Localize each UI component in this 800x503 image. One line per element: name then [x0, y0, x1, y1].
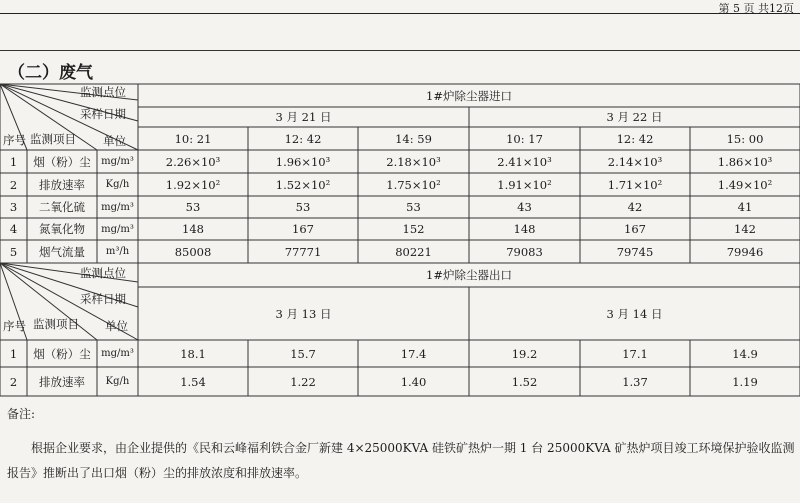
t2-corner-seq-label: 序号 — [3, 319, 26, 333]
table-row-item: 排放速率 — [39, 374, 85, 389]
table-row-unit: Kg/h — [105, 376, 130, 387]
table-cell-value: 85008 — [174, 244, 212, 259]
table-cell-value: 148 — [182, 222, 204, 236]
table-row-number: 1 — [9, 154, 18, 169]
table-cell-value: 79946 — [726, 244, 764, 259]
table-cell-value: 1.37 — [622, 374, 648, 389]
t2-location-header: 1#炉除尘器出口 — [426, 268, 512, 282]
table-row-item: 烟气流量 — [39, 244, 85, 259]
table-row-number: 4 — [9, 222, 18, 236]
table-cell-value: 53 — [406, 200, 421, 214]
t2-corner-unit-label: 单位 — [105, 319, 128, 333]
t2-date-header: 3 月 13 日 — [275, 306, 332, 321]
table-cell-value: 167 — [624, 222, 646, 236]
table-cell-value: 152 — [402, 222, 425, 236]
t1-location-header: 1#炉除尘器进口 — [426, 88, 512, 103]
table-cell-value: 53 — [295, 200, 311, 214]
table-cell-value: 79083 — [506, 244, 543, 259]
table-cell-value: 79745 — [616, 244, 654, 259]
table-cell-value: 1.92×10² — [165, 177, 221, 192]
section-title: （二）废气 — [8, 63, 93, 83]
table-row-item: 氮氧化物 — [39, 222, 85, 236]
t1-corner-seq-label: 序号 — [3, 133, 26, 147]
table-row-unit: mg/m³ — [101, 156, 134, 167]
page-number: 第 5 页 共12页 — [718, 2, 794, 15]
table-row-unit: m³/h — [105, 246, 130, 257]
table-cell-value: 17.1 — [622, 346, 648, 361]
table-cell-value: 2.18×10³ — [386, 154, 441, 169]
table-cell-value: 2.14×10³ — [607, 154, 663, 169]
table-cell-value: 1.52 — [511, 374, 538, 389]
table-cell-value: 19.2 — [511, 346, 538, 361]
table-cell-value: 15.7 — [290, 346, 316, 361]
table-cell-value: 80221 — [395, 244, 432, 259]
t1-time-header: 10: 21 — [174, 131, 212, 146]
t1-time-header: 15: 00 — [726, 131, 764, 146]
t2-date-header: 3 月 14 日 — [606, 306, 663, 321]
table-cell-value: 77771 — [284, 244, 322, 259]
table-cell-value: 41 — [737, 200, 753, 214]
t1-time-header: 10: 17 — [506, 131, 543, 146]
t1-corner-date-label: 采样日期 — [80, 107, 126, 121]
table-cell-value: 2.26×10³ — [165, 154, 221, 169]
table-row-number: 2 — [9, 177, 18, 192]
table-cell-value: 1.54 — [180, 374, 206, 389]
table-row-number: 3 — [9, 200, 18, 214]
table-cell-value: 17.4 — [400, 346, 427, 361]
table-cell-value: 43 — [517, 200, 532, 214]
t1-time-header: 14: 59 — [395, 131, 432, 146]
table-cell-value: 1.52×10² — [275, 177, 331, 192]
table-cell-value: 148 — [513, 222, 536, 236]
table-cell-value: 1.86×10³ — [717, 154, 773, 169]
t1-date-header: 3 月 21 日 — [275, 110, 332, 124]
table-row-number: 2 — [9, 374, 18, 389]
t1-corner-unit-label: 单位 — [103, 134, 126, 148]
table-cell-value: 42 — [627, 200, 643, 214]
table-row-item: 二氧化硫 — [39, 200, 85, 214]
t1-corner-item-label: 监测项目 — [30, 132, 76, 146]
table-row-item: 烟（粉）尘 — [33, 154, 91, 169]
table-row-unit: mg/m³ — [101, 223, 134, 235]
t2-corner-item-label: 监测项目 — [33, 317, 79, 331]
table-cell-value: 1.22 — [290, 374, 316, 389]
table-row-item: 排放速率 — [39, 177, 85, 192]
table-cell-value: 53 — [185, 200, 201, 214]
table-cell-value: 1.19 — [732, 374, 758, 389]
table-cell-value: 1.96×10³ — [275, 154, 331, 169]
t1-time-header: 12: 42 — [284, 131, 322, 146]
table-row-number: 5 — [9, 244, 18, 259]
t1-date-header: 3 月 22 日 — [606, 110, 663, 124]
table-cell-value: 167 — [292, 222, 314, 236]
table-cell-value: 142 — [734, 222, 756, 236]
table-row-number: 1 — [9, 346, 18, 361]
table-cell-value: 1.49×10² — [717, 177, 773, 192]
t1-time-header: 12: 42 — [616, 131, 654, 146]
table-row-unit: mg/m³ — [101, 348, 134, 359]
table-cell-value: 1.75×10² — [386, 177, 441, 192]
notes-text: 根据企业要求，由企业提供的《民和云峰福利铁合金厂新建 4×25000KVA 硅铁矿热炉一期 1 台 25000KVA 矿热炉项目竣工环境保护验收监测报告》推断出了出口烟（粉）尘的排放浓度和排放速率。 — [7, 441, 795, 480]
table-cell-value: 1.91×10² — [497, 177, 552, 192]
table-cell-value: 1.71×10² — [607, 177, 663, 192]
t2-corner-point-label: 监测点位 — [80, 266, 126, 280]
notes-label: 备注: — [7, 407, 36, 421]
table-cell-value: 18.1 — [180, 346, 206, 361]
table-row-item: 烟（粉）尘 — [33, 346, 91, 361]
table-cell-value: 14.9 — [732, 346, 758, 361]
table-cell-value: 1.40 — [400, 374, 427, 389]
t2-corner-date-label: 采样日期 — [80, 292, 126, 306]
table-row-unit: mg/m³ — [101, 201, 134, 213]
t1-corner-point-label: 监测点位 — [80, 85, 126, 99]
table-row-unit: Kg/h — [105, 179, 130, 190]
table-cell-value: 2.41×10³ — [497, 154, 552, 169]
